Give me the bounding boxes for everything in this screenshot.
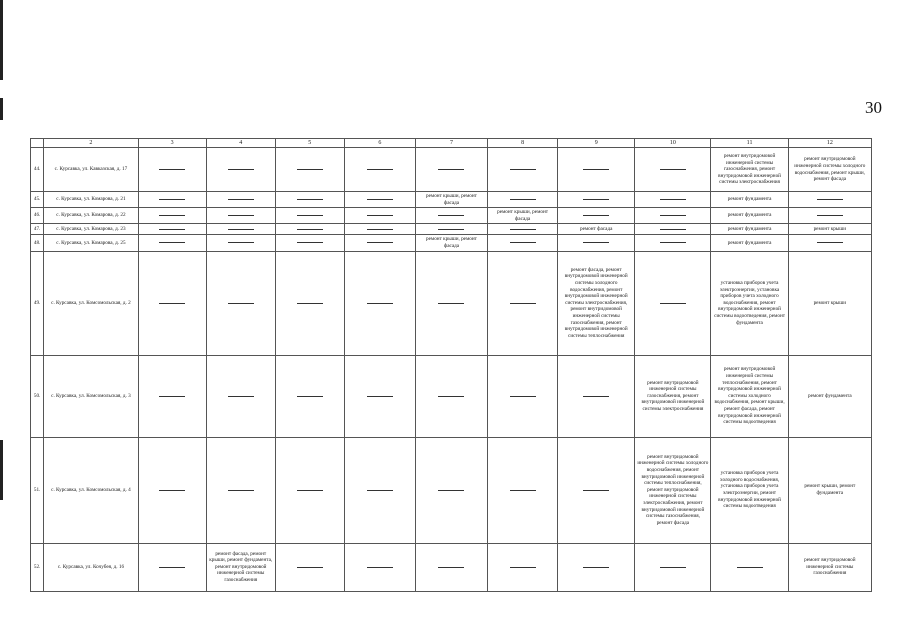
table-row <box>31 148 872 192</box>
column-header: 10 <box>635 139 711 148</box>
column-number-row <box>31 139 872 148</box>
page-number: 30 <box>865 98 882 117</box>
column-header: 3 <box>138 139 206 148</box>
dash-mark <box>367 490 393 491</box>
dash-mark <box>228 215 254 216</box>
dash-mark <box>159 303 185 304</box>
empty-cell <box>275 355 344 437</box>
empty-cell <box>558 192 635 208</box>
empty-cell <box>415 224 487 235</box>
column-header: 5 <box>275 139 344 148</box>
empty-cell <box>788 235 871 251</box>
empty-cell <box>635 235 711 251</box>
empty-cell <box>138 208 206 224</box>
empty-cell <box>138 235 206 251</box>
empty-cell <box>344 251 415 355</box>
dash-mark <box>510 303 536 304</box>
table-row <box>31 251 872 355</box>
dash-mark <box>510 242 536 243</box>
empty-cell <box>488 148 558 192</box>
table-row <box>31 355 872 437</box>
table-body <box>31 148 872 592</box>
column-header: 8 <box>488 139 558 148</box>
works-cell: ремонт крыши, ремонт фасада <box>488 208 558 224</box>
dash-mark <box>438 396 464 397</box>
table-row <box>31 224 872 235</box>
column-header: 9 <box>558 139 635 148</box>
empty-cell <box>275 208 344 224</box>
works-cell: ремонт крыши, ремонт фундамента <box>788 437 871 543</box>
empty-cell <box>344 437 415 543</box>
works-cell: ремонт внутридомовой инженерной системы газоснабжения, ремонт внутридомовой инженерной системы электроснабжения <box>635 355 711 437</box>
dash-mark <box>660 567 686 568</box>
address-cell: с. Курсавка, ул. Кочубея, д. 16 <box>44 543 138 591</box>
dash-mark <box>367 303 393 304</box>
row-number: 50. <box>31 355 44 437</box>
empty-cell <box>788 208 871 224</box>
empty-cell <box>711 543 788 591</box>
dash-mark <box>660 215 686 216</box>
empty-cell <box>558 208 635 224</box>
dash-mark <box>583 215 609 216</box>
dash-mark <box>297 199 323 200</box>
empty-cell <box>415 437 487 543</box>
dash-mark <box>438 567 464 568</box>
dash-mark <box>438 303 464 304</box>
dash-mark <box>297 169 323 170</box>
empty-cell <box>488 224 558 235</box>
repair-program-table <box>30 138 872 592</box>
dash-mark <box>660 199 686 200</box>
dash-mark <box>159 396 185 397</box>
dash-mark <box>228 303 254 304</box>
dash-mark <box>228 199 254 200</box>
row-number: 49. <box>31 251 44 355</box>
dash-mark <box>583 567 609 568</box>
dash-mark <box>510 169 536 170</box>
dash-mark <box>438 229 464 230</box>
dash-mark <box>159 567 185 568</box>
empty-cell <box>344 355 415 437</box>
works-cell: ремонт внутридомовой инженерной системы холодного водоснабжения, ремонт крыши, ремонт фасада <box>788 148 871 192</box>
table-row <box>31 235 872 251</box>
dash-mark <box>159 199 185 200</box>
dash-mark <box>583 199 609 200</box>
row-number: 52. <box>31 543 44 591</box>
dash-mark <box>228 242 254 243</box>
works-cell: ремонт внутридомовой инженерной системы газоснабжения, ремонт внутридомовой инженерной системы электроснабжения <box>711 148 788 192</box>
empty-cell <box>206 251 275 355</box>
empty-cell <box>206 148 275 192</box>
dash-mark <box>367 215 393 216</box>
works-cell: ремонт крыши, ремонт фасада <box>415 192 487 208</box>
dash-mark <box>297 229 323 230</box>
column-header: 6 <box>344 139 415 148</box>
empty-cell <box>206 355 275 437</box>
works-cell: установка приборов учета холодного водоснабжения, установка приборов учета электроэнергии, ремонт внутридомовой инженерной системы водоотведения <box>711 437 788 543</box>
dash-mark <box>159 229 185 230</box>
dash-mark <box>297 396 323 397</box>
row-number: 45. <box>31 192 44 208</box>
dash-mark <box>367 169 393 170</box>
works-cell: ремонт крыши, ремонт фасада <box>415 235 487 251</box>
dash-mark <box>228 490 254 491</box>
works-cell: ремонт фундамента <box>711 192 788 208</box>
row-number: 48. <box>31 235 44 251</box>
empty-cell <box>558 148 635 192</box>
works-cell: ремонт фасада, ремонт внутридомовой инженерной системы холодного водоснабжения, ремонт внутридомовой инженерной системы электроснабжения, ремонт внутридомовой инженерной системы газоснабжения, ремонт внутридомовой инженерной системы теплоснабжения <box>558 251 635 355</box>
dash-mark <box>297 567 323 568</box>
works-cell: ремонт внутридомовой инженерной системы холодного водоснабжения, ремонт внутридомовой инженерной системы теплоснабжения, ремонт внутридомовой инженерной системы электроснабжения, ремонт внутридомовой инженерной системы газоснабжения, ремонт фасада <box>635 437 711 543</box>
column-header: 12 <box>788 139 871 148</box>
empty-cell <box>635 148 711 192</box>
empty-cell <box>635 208 711 224</box>
empty-cell <box>344 208 415 224</box>
column-header <box>31 139 44 148</box>
works-cell: ремонт фундамента <box>711 208 788 224</box>
empty-cell <box>488 235 558 251</box>
empty-cell <box>138 224 206 235</box>
empty-cell <box>488 437 558 543</box>
column-header: 4 <box>206 139 275 148</box>
table-row <box>31 192 872 208</box>
empty-cell <box>206 208 275 224</box>
table-row <box>31 437 872 543</box>
dash-mark <box>660 229 686 230</box>
dash-mark <box>297 242 323 243</box>
works-cell: ремонт фундамента <box>711 235 788 251</box>
dash-mark <box>159 242 185 243</box>
address-cell: с. Курсавка, ул. Комарова, д. 21 <box>44 192 138 208</box>
dash-mark <box>817 242 843 243</box>
dash-mark <box>159 169 185 170</box>
dash-mark <box>817 215 843 216</box>
empty-cell <box>206 235 275 251</box>
dash-mark <box>510 199 536 200</box>
empty-cell <box>344 543 415 591</box>
dash-mark <box>583 169 609 170</box>
empty-cell <box>275 437 344 543</box>
address-cell: с. Курсавка, ул. Комарова, д. 22 <box>44 208 138 224</box>
empty-cell <box>635 224 711 235</box>
empty-cell <box>275 235 344 251</box>
works-cell: ремонт крыши <box>788 251 871 355</box>
works-cell: ремонт фундамента <box>711 224 788 235</box>
dash-mark <box>228 229 254 230</box>
binding-edge-mark <box>0 0 3 80</box>
dash-mark <box>660 242 686 243</box>
dash-mark <box>367 229 393 230</box>
dash-mark <box>510 229 536 230</box>
column-header: 11 <box>711 139 788 148</box>
dash-mark <box>438 169 464 170</box>
empty-cell <box>344 148 415 192</box>
address-cell: с. Курсавка, ул. Комсомольская, д. 3 <box>44 355 138 437</box>
dash-mark <box>510 567 536 568</box>
dash-mark <box>510 396 536 397</box>
dash-mark <box>367 242 393 243</box>
dash-mark <box>438 215 464 216</box>
row-number: 51. <box>31 437 44 543</box>
table-row <box>31 208 872 224</box>
empty-cell <box>344 224 415 235</box>
row-number: 46. <box>31 208 44 224</box>
empty-cell <box>138 192 206 208</box>
empty-cell <box>138 437 206 543</box>
empty-cell <box>275 251 344 355</box>
empty-cell <box>635 192 711 208</box>
empty-cell <box>488 355 558 437</box>
empty-cell <box>415 251 487 355</box>
dash-mark <box>660 303 686 304</box>
empty-cell <box>415 148 487 192</box>
table-row <box>31 543 872 591</box>
empty-cell <box>275 224 344 235</box>
empty-cell <box>558 235 635 251</box>
empty-cell <box>138 148 206 192</box>
empty-cell <box>138 543 206 591</box>
binding-edge-mark <box>0 440 3 500</box>
dash-mark <box>228 396 254 397</box>
works-cell: ремонт фундамента <box>788 355 871 437</box>
dash-mark <box>817 199 843 200</box>
address-cell: с. Курсавка, ул. Комарова, д. 25 <box>44 235 138 251</box>
dash-mark <box>583 242 609 243</box>
dash-mark <box>159 490 185 491</box>
dash-mark <box>367 396 393 397</box>
empty-cell <box>558 437 635 543</box>
empty-cell <box>275 543 344 591</box>
row-number: 44. <box>31 148 44 192</box>
dash-mark <box>438 490 464 491</box>
empty-cell <box>344 235 415 251</box>
binding-edge-mark <box>0 98 3 120</box>
column-header: 2 <box>44 139 138 148</box>
empty-cell <box>488 192 558 208</box>
empty-cell <box>488 251 558 355</box>
empty-cell <box>415 355 487 437</box>
dash-mark <box>660 169 686 170</box>
dash-mark <box>297 215 323 216</box>
empty-cell <box>138 355 206 437</box>
dash-mark <box>367 567 393 568</box>
works-cell: ремонт внутридомовой инженерной системы теплоснабжения, ремонт внутридомовой инженерной системы холодного водоснабжения, ремонт крыши, ремонт фасада, ремонт внутридомовой инженерной системы водоотведения <box>711 355 788 437</box>
address-cell: с. Курсавка, ул. Кавказская, д. 17 <box>44 148 138 192</box>
empty-cell <box>138 251 206 355</box>
empty-cell <box>275 148 344 192</box>
empty-cell <box>206 224 275 235</box>
works-cell: ремонт внутридомовой инженерной системы газоснабжения <box>788 543 871 591</box>
row-number: 47. <box>31 224 44 235</box>
address-cell: с. Курсавка, ул. Комсомольская, д. 4 <box>44 437 138 543</box>
empty-cell <box>488 543 558 591</box>
empty-cell <box>206 437 275 543</box>
works-cell: ремонт фасада <box>558 224 635 235</box>
dash-mark <box>297 303 323 304</box>
dash-mark <box>367 199 393 200</box>
dash-mark <box>583 396 609 397</box>
dash-mark <box>583 490 609 491</box>
empty-cell <box>415 543 487 591</box>
empty-cell <box>558 543 635 591</box>
dash-mark <box>510 490 536 491</box>
dash-mark <box>228 169 254 170</box>
column-header: 7 <box>415 139 487 148</box>
empty-cell <box>788 192 871 208</box>
empty-cell <box>558 355 635 437</box>
empty-cell <box>275 192 344 208</box>
empty-cell <box>344 192 415 208</box>
empty-cell <box>415 208 487 224</box>
address-cell: с. Курсавка, ул. Комарова, д. 23 <box>44 224 138 235</box>
address-cell: с. Курсавка, ул. Комсомольская, д. 2 <box>44 251 138 355</box>
empty-cell <box>635 543 711 591</box>
empty-cell <box>206 192 275 208</box>
works-cell: ремонт фасада, ремонт крыши, ремонт фундамента, ремонт внутридомовой инженерной системы газоснабжения <box>206 543 275 591</box>
works-cell: установка приборов учета электроэнергии, установка приборов учета холодного водоснабжения, ремонт внутридомовой инженерной системы водоотведения, ремонт фундамента <box>711 251 788 355</box>
dash-mark <box>297 490 323 491</box>
works-cell: ремонт крыши <box>788 224 871 235</box>
dash-mark <box>737 567 763 568</box>
dash-mark <box>159 215 185 216</box>
empty-cell <box>635 251 711 355</box>
